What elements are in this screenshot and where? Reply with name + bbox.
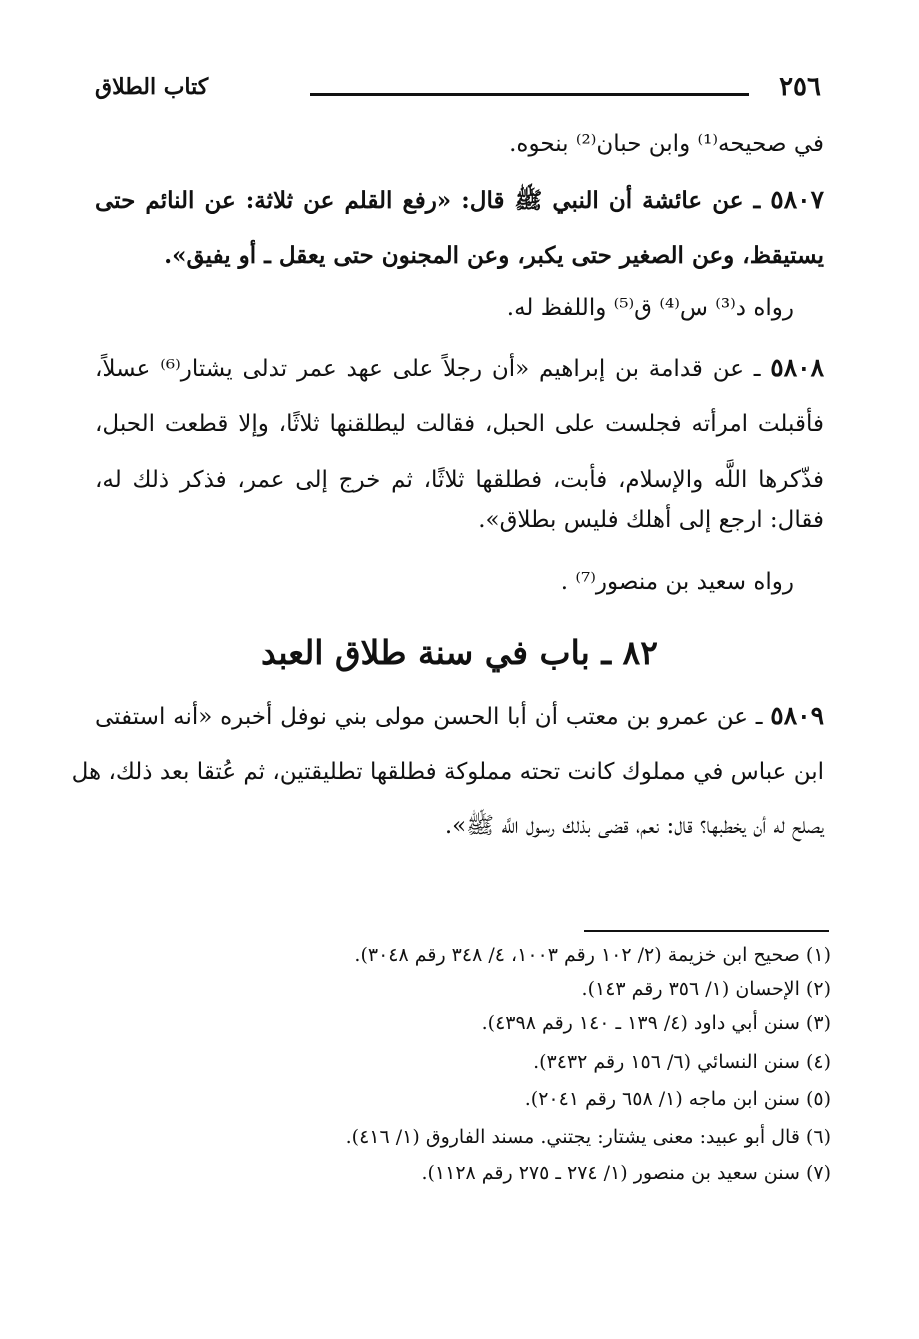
- footnote: (٣) سنن أبي داود (٤/ ١٣٩ ـ ١٤٠ رقم ٤٣٩٨).: [481, 1012, 831, 1034]
- running-title: كتاب الطلاق: [95, 74, 209, 100]
- footnote-separator: [584, 930, 829, 932]
- hadith-5808-line-4: فقال: ارجع إلى أهلك فليس بطلاق».: [478, 507, 824, 533]
- hadith-5809-line-2: ابن عباس في مملوك كانت تحته مملوكة فطلقها تطليقتين، ثم عُتقا بعد ذلك، هل: [71, 759, 824, 785]
- hadith-text: ـ عن عمرو بن معتب أن أبا الحسن مولى بني نوفل أخبره «أنه استفتى: [95, 704, 771, 730]
- footnote: (٤) سنن النسائي (٦/ ١٥٦ رقم ٣٤٣٢).: [533, 1051, 831, 1073]
- chapter-heading: ٨٢ ـ باب في سنة طلاق العبد: [261, 633, 658, 672]
- hadith-5809-line-3: يصلح له أن يخطبها؟ قال: نعم، قضى بذلك رسول اللَّه ﷺ».: [444, 813, 824, 839]
- page-number: ٢٥٦: [779, 72, 821, 102]
- page-header: [95, 72, 821, 106]
- hadith-5809-line-1: [95, 696, 824, 737]
- body-line: في صحيحه⁽¹⁾ وابن حبان⁽²⁾ بنحوه.: [509, 131, 824, 157]
- hadith-5807-source: رواه د⁽³⁾ س⁽⁴⁾ ق⁽⁵⁾ واللفظ له.: [506, 295, 794, 321]
- footnote: (٦) قال أبو عبيد: معنى يشتار: يجتني. مسند الفاروق (١/ ٤١٦).: [345, 1126, 831, 1148]
- hadith-5808-line-2: فأقبلت امرأته فجلست على الحبل، فقالت ليطلقنها ثلاثًا، وإلا قطعت الحبل،: [95, 411, 824, 437]
- hadith-5808-line-1: [95, 348, 824, 389]
- footnote: (٥) سنن ابن ماجه (١/ ٦٥٨ رقم ٢٠٤١).: [524, 1088, 831, 1110]
- hadith-5808-source: رواه سعيد بن منصور⁽⁷⁾ .: [560, 569, 794, 595]
- footnote: (١) صحيح ابن خزيمة (٢/ ١٠٢ رقم ١٠٠٣، ٤/ ٣٤٨ رقم ٣٠٤٨).: [354, 944, 831, 966]
- hadith-5807-line-2: يستيقظ، وعن الصغير حتى يكبر، وعن المجنون حتى يعقل ـ أو يفيق».: [164, 242, 824, 269]
- hadith-text: ـ عن قدامة بن إبراهيم «أن رجلاً على عهد عمر تدلى يشتار⁽⁶⁾ عسلاً،: [95, 356, 771, 382]
- hadith-number: ٥٨٠٧: [770, 185, 824, 214]
- footnote: (٢) الإحسان (١/ ٣٥٦ رقم ١٤٣).: [581, 978, 831, 1000]
- hadith-5808-line-3: فذّكرها اللَّه والإسلام، فأبت، فطلقها ثلاثًا، ثم خرج إلى عمر، فذكر ذلك له،: [95, 467, 824, 493]
- header-rule: [310, 93, 749, 96]
- hadith-text: ـ عن عائشة أن النبي ﷺ قال: «رفع القلم عن ثلاثة: عن النائم حتى: [95, 187, 771, 214]
- hadith-number: ٥٨٠٨: [770, 353, 824, 382]
- footnote: (٧) سنن سعيد بن منصور (١/ ٢٧٤ ـ ٢٧٥ رقم ١١٢٨).: [421, 1162, 831, 1184]
- hadith-5807-line-1: [95, 180, 824, 221]
- hadith-number: ٥٨٠٩: [770, 701, 824, 730]
